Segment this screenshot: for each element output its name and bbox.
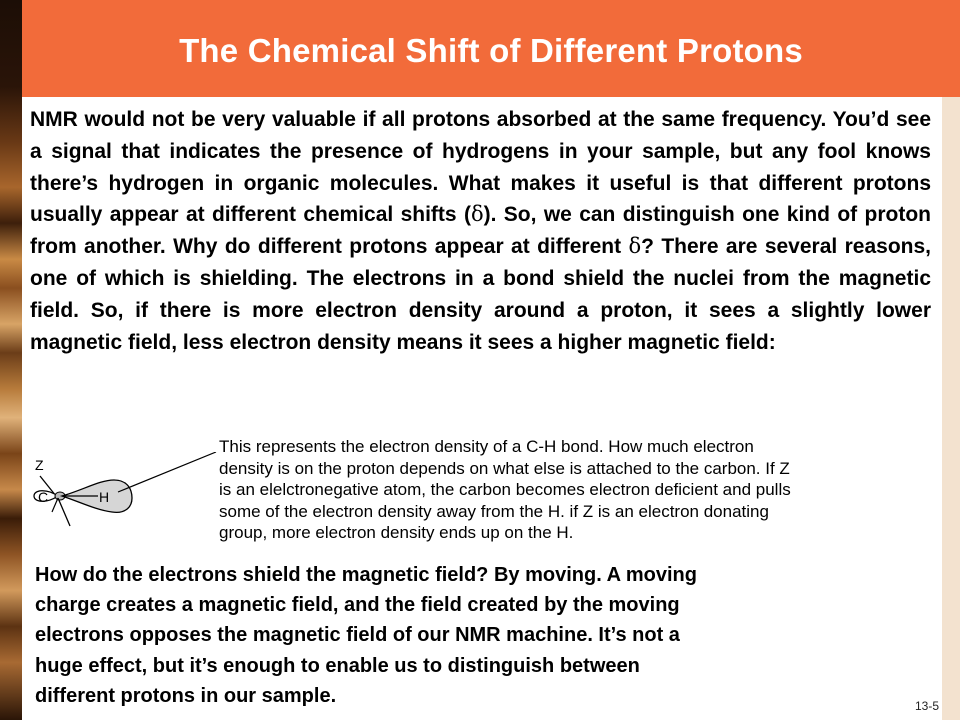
intro-text-part-1: NMR would not be very valuable if all protons absorbed at the same frequency. You’d see a signal that indicates the presence of hydrogens in your sample, but any fool knows there’s hydrogen in organic molecules. What makes it useful is that different protons usually appear at different chemical shifts ( [30,108,931,227]
intro-text-part-3: ? There are several reasons, one of which is shielding. The electrons in a bond shield the nuclei from the magnetic field. So, if there is more electron density around a proton, it sees a slightly lower magnetic field, less electron density means it sees a higher magnetic field: [30,235,931,354]
pointer-line [118,452,216,492]
diagram-caption: This represents the electron density of a C-H bond. How much electron density is on the proton depends on what else is attached to the carbon. If Z is an elelctronegative atom, the carbon becomes electron deficient and pulls some of the electron density away from the H. if Z is an electron donating group, more electron density ends up on the H. [219,437,791,543]
intro-paragraph [30,104,931,358]
shielding-paragraph: How do the electrons shield the magnetic field? By moving. A moving charge creates a magnetic field, and the field created by the moving electrons opposes the magnetic field of our NMR machine. It’s not a huge effect, but it’s enough to enable us to distinguish between different protons in our sample. [35,564,697,707]
carbon-label: C [38,489,49,505]
intro-text-part-2: ). So, we can distinguish one kind of proton from another. Why do different protons appear at different [30,203,931,259]
hydrogen-label: H [99,489,110,505]
decorative-right-strip [942,97,960,720]
z-label: Z [35,457,44,473]
substituent-bond-lower-left [52,498,58,512]
ch-bond-electron-density-diagram [28,452,218,550]
substituent-bond-lower [58,498,70,526]
delta-symbol: δ [470,202,484,227]
page-title: The Chemical Shift of Different Protons [179,32,803,69]
slide-number: 13-5 [914,699,939,713]
delta-symbol: δ [628,234,642,259]
decorative-photo-strip [0,0,22,720]
title-bar [22,0,960,97]
